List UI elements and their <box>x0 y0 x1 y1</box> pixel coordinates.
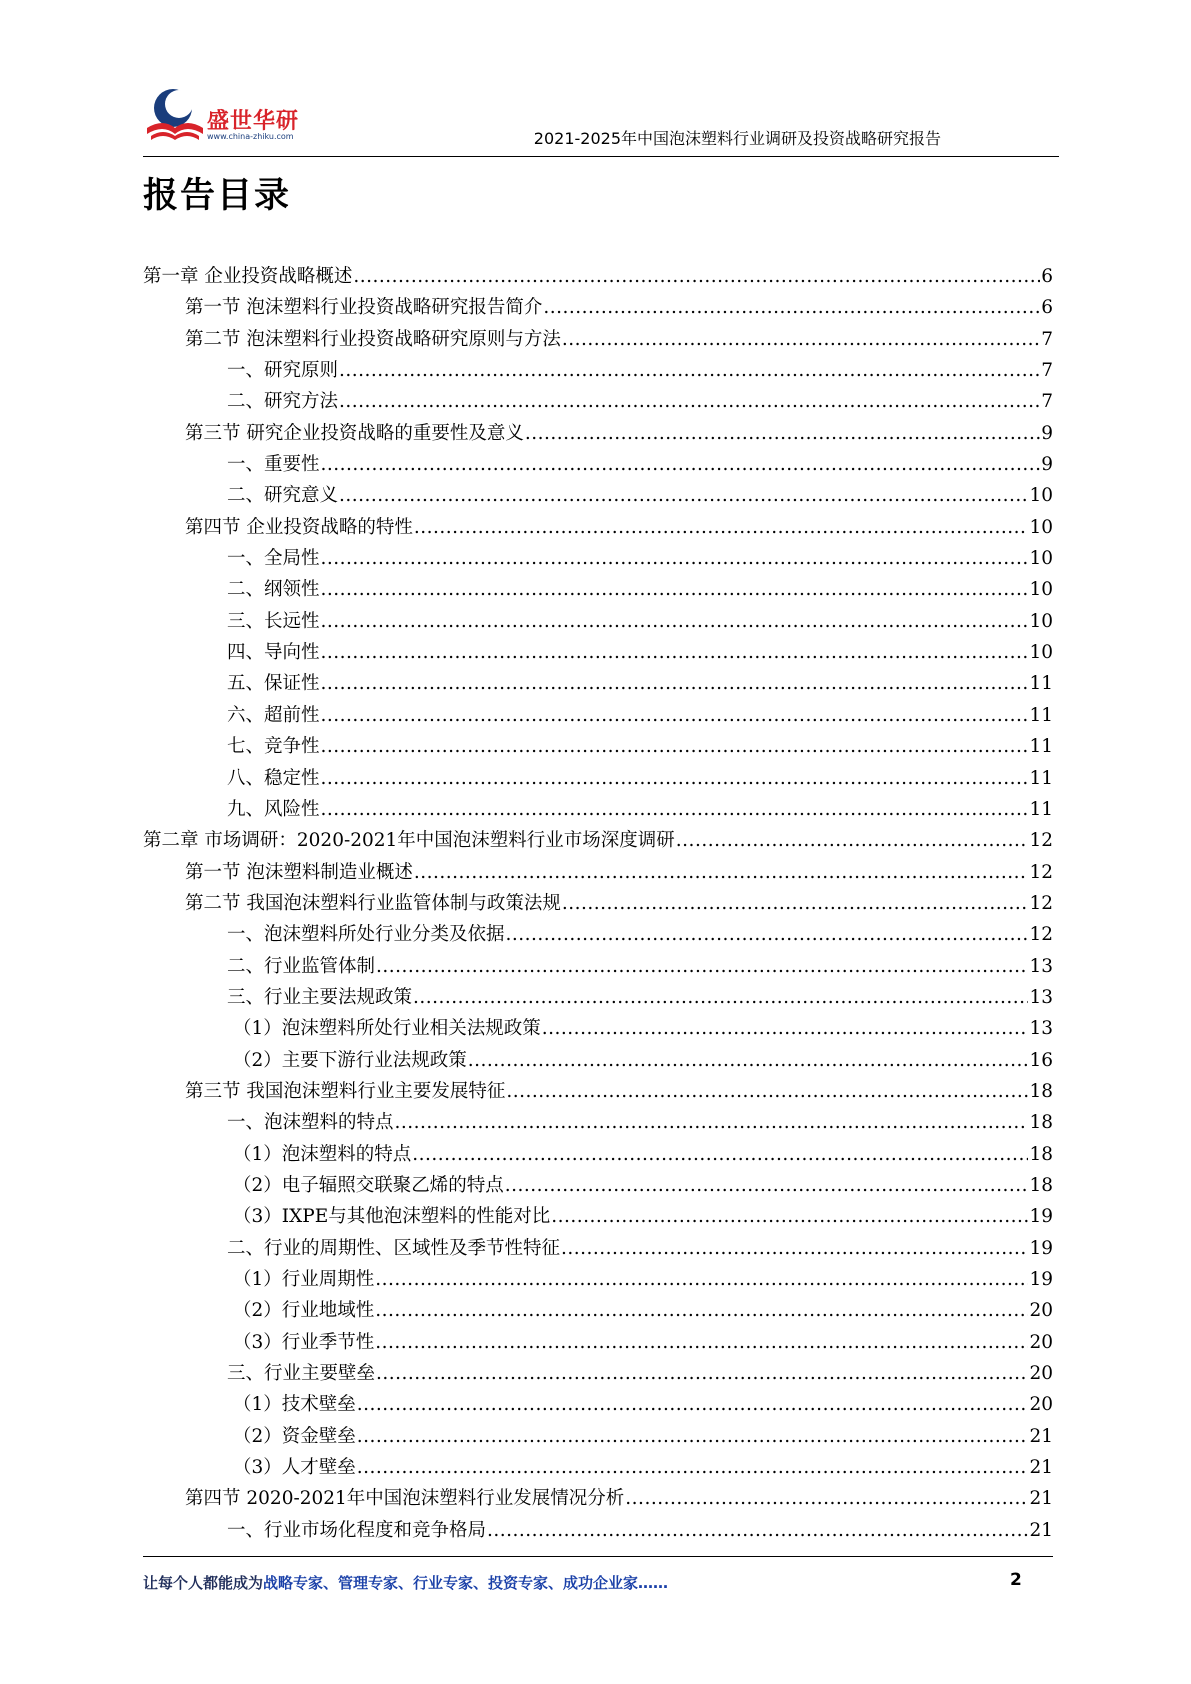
toc-entry-page: 13 <box>1029 986 1053 1008</box>
toc-leader-dots <box>357 1452 1029 1483</box>
toc-entry-page: 11 <box>1029 798 1053 820</box>
toc-entry-page: 10 <box>1029 610 1053 632</box>
page-number: 2 <box>1010 1570 1022 1590</box>
toc-entry-label: 一、泡沫塑料所处行业分类及依据 <box>227 924 505 946</box>
toc-entry-page: 20 <box>1029 1300 1053 1322</box>
toc-entry[interactable] <box>143 574 1053 605</box>
toc-leader-dots <box>676 825 1029 856</box>
toc-entry-label: 一、全局性 <box>227 548 320 570</box>
toc-entry-label: 一、重要性 <box>227 454 320 476</box>
toc-leader-dots <box>321 700 1029 731</box>
toc-entry-label: 第三节 研究企业投资战略的重要性及意义 <box>185 422 524 444</box>
toc-entry-page: 16 <box>1029 1049 1053 1071</box>
toc-entry-label: 一、行业市场化程度和竞争格局 <box>227 1519 487 1541</box>
toc-leader-dots <box>505 1170 1029 1201</box>
toc-leader-dots <box>321 543 1029 574</box>
toc-entry-label: 二、研究意义 <box>227 485 339 507</box>
toc-leader-dots <box>357 1389 1029 1420</box>
toc-leader-dots <box>551 1201 1028 1232</box>
toc-entry-page: 7 <box>1041 360 1053 382</box>
toc-entry-page: 7 <box>1041 328 1053 350</box>
toc-entry[interactable] <box>143 449 1053 480</box>
toc-entry[interactable] <box>143 1295 1053 1326</box>
toc-leader-dots <box>487 1515 1028 1546</box>
toc-entry-page: 18 <box>1029 1112 1053 1134</box>
toc-entry-page: 10 <box>1029 485 1053 507</box>
footer-roles: 战略专家、管理专家、行业专家、投资专家、成功企业家…… <box>263 1574 669 1592</box>
toc-leader-dots <box>353 261 1040 292</box>
toc-leader-dots <box>339 386 1040 417</box>
toc-entry-page: 21 <box>1029 1425 1053 1447</box>
toc-entry-label: 三、行业主要壁垒 <box>227 1363 376 1385</box>
toc-entry-page: 7 <box>1041 391 1053 413</box>
toc-entry-label: 四、导向性 <box>227 642 320 664</box>
logo-url: www.china-zhiku.com <box>207 132 294 141</box>
toc-entry-page: 19 <box>1029 1206 1053 1228</box>
toc-leader-dots <box>321 763 1029 794</box>
toc-entry[interactable] <box>143 480 1053 511</box>
toc-entry-label: （2）主要下游行业法规政策 <box>233 1049 467 1071</box>
toc-entry-label: 第四节 2020-2021年中国泡沫塑料行业发展情况分析 <box>185 1488 625 1510</box>
toc-entry-label: （1）泡沫塑料所处行业相关法规政策 <box>233 1018 541 1040</box>
toc-leader-dots <box>375 1327 1028 1358</box>
toc-leader-dots <box>321 637 1029 668</box>
toc-entry-label: （1）泡沫塑料的特点 <box>233 1143 412 1165</box>
toc-entry[interactable] <box>143 1170 1053 1201</box>
toc-entry-label: 三、行业主要法规政策 <box>227 986 413 1008</box>
toc-entry-page: 11 <box>1029 736 1053 758</box>
toc-entry[interactable] <box>143 825 1053 856</box>
toc-entry[interactable] <box>143 418 1053 449</box>
toc-entry[interactable] <box>143 919 1053 950</box>
toc-entry-label: （3）人才壁垒 <box>233 1457 356 1479</box>
toc-entry-label: 二、行业的周期性、区域性及季节性特征 <box>227 1237 561 1259</box>
toc-entry-label: 七、竞争性 <box>227 736 320 758</box>
toc-leader-dots <box>395 1107 1029 1138</box>
table-of-contents <box>143 261 1053 1546</box>
toc-leader-dots <box>357 1421 1029 1452</box>
toc-leader-dots <box>321 606 1029 637</box>
toc-leader-dots <box>339 480 1028 511</box>
toc-entry-label: （1）技术壁垒 <box>233 1394 356 1416</box>
toc-entry[interactable] <box>143 1264 1053 1295</box>
toc-leader-dots <box>506 1076 1028 1107</box>
toc-entry[interactable] <box>143 606 1053 637</box>
toc-entry[interactable] <box>143 1139 1053 1170</box>
toc-entry[interactable] <box>143 512 1053 543</box>
toc-entry-page: 13 <box>1029 1018 1053 1040</box>
toc-entry-page: 21 <box>1029 1457 1053 1479</box>
toc-leader-dots <box>414 857 1029 888</box>
toc-entry-page: 6 <box>1041 266 1053 287</box>
toc-leader-dots <box>562 888 1029 919</box>
toc-entry[interactable] <box>143 543 1053 574</box>
toc-entry[interactable] <box>143 794 1053 825</box>
toc-entry-label: 第二章 市场调研：2020-2021年中国泡沫塑料行业市场深度调研 <box>143 830 675 852</box>
toc-entry-label: （3）行业季节性 <box>233 1331 375 1353</box>
toc-entry[interactable] <box>143 1045 1053 1076</box>
toc-leader-dots <box>321 794 1029 825</box>
toc-entry-page: 9 <box>1041 422 1053 444</box>
toc-entry[interactable] <box>143 857 1053 888</box>
toc-entry-label: 一、研究原则 <box>227 360 339 382</box>
toc-entry-label: 一、泡沫塑料的特点 <box>227 1112 394 1134</box>
toc-entry-page: 21 <box>1029 1519 1053 1541</box>
toc-entry[interactable] <box>143 700 1053 731</box>
toc-entry[interactable] <box>143 1389 1053 1420</box>
toc-entry[interactable] <box>143 1483 1053 1514</box>
toc-leader-dots <box>625 1483 1028 1514</box>
toc-entry[interactable] <box>143 386 1053 417</box>
toc-entry-page: 19 <box>1029 1237 1053 1259</box>
toc-entry-page: 20 <box>1029 1331 1053 1353</box>
toc-entry[interactable] <box>143 888 1053 919</box>
report-title: 2021-2025年中国泡沫塑料行业调研及投资战略研究报告 <box>533 129 941 148</box>
toc-entry[interactable] <box>143 1013 1053 1044</box>
toc-entry-label: 九、风险性 <box>227 798 320 820</box>
toc-entry-page: 18 <box>1029 1174 1053 1196</box>
toc-entry-label: 五、保证性 <box>227 673 320 695</box>
toc-entry-label: 二、行业监管体制 <box>227 955 376 977</box>
toc-leader-dots <box>468 1045 1029 1076</box>
toc-entry-label: 三、长远性 <box>227 610 320 632</box>
toc-entry[interactable] <box>143 1452 1053 1483</box>
toc-entry-label: 八、稳定性 <box>227 767 320 789</box>
toc-entry[interactable] <box>143 763 1053 794</box>
toc-entry-label: 第二节 泡沫塑料行业投资战略研究原则与方法 <box>185 328 561 350</box>
toc-entry[interactable] <box>143 951 1053 982</box>
toc-entry-label: 六、超前性 <box>227 704 320 726</box>
toc-leader-dots <box>321 731 1029 762</box>
toc-entry-page: 20 <box>1029 1363 1053 1385</box>
toc-entry-label: （3）IXPE与其他泡沫塑料的性能对比 <box>233 1206 551 1228</box>
toc-entry-page: 12 <box>1029 924 1053 946</box>
toc-entry[interactable] <box>143 637 1053 668</box>
toc-entry-label: （2）行业地域性 <box>233 1300 375 1322</box>
toc-leader-dots <box>561 1233 1028 1264</box>
toc-entry[interactable] <box>143 261 1053 292</box>
toc-entry[interactable] <box>143 1107 1053 1138</box>
toc-leader-dots <box>321 574 1029 605</box>
toc-entry-page: 11 <box>1029 673 1053 695</box>
toc-entry[interactable] <box>143 731 1053 762</box>
toc-entry[interactable] <box>143 355 1053 386</box>
toc-leader-dots <box>375 1295 1028 1326</box>
toc-entry[interactable] <box>143 1515 1053 1546</box>
toc-leader-dots <box>339 355 1040 386</box>
toc-entry-label: 第一章 企业投资战略概述 <box>143 266 353 287</box>
toc-entry[interactable] <box>143 982 1053 1013</box>
toc-entry-page: 10 <box>1029 642 1053 664</box>
toc-leader-dots <box>321 449 1041 480</box>
toc-entry-label: （1）行业周期性 <box>233 1269 375 1290</box>
toc-entry-page: 10 <box>1029 579 1053 601</box>
page-header <box>143 84 1059 158</box>
toc-entry-page: 6 <box>1041 297 1053 319</box>
toc-entry-page: 11 <box>1029 767 1053 789</box>
toc-entry-page: 12 <box>1029 830 1053 852</box>
header-divider <box>143 156 1059 157</box>
logo-emblem-icon <box>143 84 207 150</box>
logo-name: 盛世华研 <box>207 109 300 134</box>
toc-leader-dots <box>376 951 1028 982</box>
toc-leader-dots <box>414 512 1029 543</box>
toc-leader-dots <box>413 982 1028 1013</box>
toc-entry[interactable] <box>143 1076 1053 1107</box>
toc-leader-dots <box>376 1358 1028 1389</box>
toc-leader-dots <box>375 1264 1028 1295</box>
footer-divider <box>143 1556 1053 1557</box>
toc-entry-page: 11 <box>1029 704 1053 726</box>
toc-entry-page: 21 <box>1029 1488 1053 1510</box>
footer-lead: 让每个人都能成为 <box>143 1574 264 1592</box>
toc-entry-page: 12 <box>1029 892 1053 914</box>
toc-entry-label: （2）电子辐照交联聚乙烯的特点 <box>233 1174 504 1196</box>
toc-entry-page: 9 <box>1041 454 1053 476</box>
toc-entry-label: 第一节 泡沫塑料行业投资战略研究报告简介 <box>185 297 543 319</box>
toc-entry[interactable] <box>143 1201 1053 1232</box>
toc-leader-dots <box>543 292 1040 323</box>
toc-entry[interactable] <box>143 324 1053 355</box>
toc-entry-page: 19 <box>1029 1269 1053 1290</box>
toc-entry[interactable] <box>143 1421 1053 1452</box>
toc-leader-dots <box>506 919 1029 950</box>
toc-leader-dots <box>562 324 1040 355</box>
toc-entry-label: 第四节 企业投资战略的特性 <box>185 516 413 538</box>
toc-leader-dots <box>542 1013 1029 1044</box>
toc-entry-label: 二、研究方法 <box>227 391 339 413</box>
toc-entry-page: 12 <box>1029 861 1053 883</box>
toc-entry[interactable] <box>143 1358 1053 1389</box>
toc-leader-dots <box>525 418 1040 449</box>
footer-slogan <box>143 1572 668 1593</box>
toc-entry-page: 20 <box>1029 1394 1053 1416</box>
toc-entry-label: （2）资金壁垒 <box>233 1425 356 1447</box>
toc-entry-page: 10 <box>1029 548 1053 570</box>
page-title: 报告目录 <box>143 176 292 216</box>
toc-leader-dots <box>321 668 1029 699</box>
toc-entry-page: 18 <box>1029 1080 1053 1102</box>
toc-entry-page: 18 <box>1029 1143 1053 1165</box>
toc-entry[interactable] <box>143 668 1053 699</box>
toc-entry-page: 13 <box>1029 955 1053 977</box>
toc-entry[interactable] <box>143 1233 1053 1264</box>
toc-leader-dots <box>412 1139 1028 1170</box>
company-logo <box>143 84 313 150</box>
toc-entry-label: 二、纲领性 <box>227 579 320 601</box>
toc-entry-label: 第二节 我国泡沫塑料行业监管体制与政策法规 <box>185 892 561 914</box>
toc-entry-page: 10 <box>1029 516 1053 538</box>
toc-entry-label: 第一节 泡沫塑料制造业概述 <box>185 861 413 883</box>
toc-entry[interactable] <box>143 1327 1053 1358</box>
toc-entry[interactable] <box>143 292 1053 323</box>
toc-entry-label: 第三节 我国泡沫塑料行业主要发展特征 <box>185 1080 506 1102</box>
